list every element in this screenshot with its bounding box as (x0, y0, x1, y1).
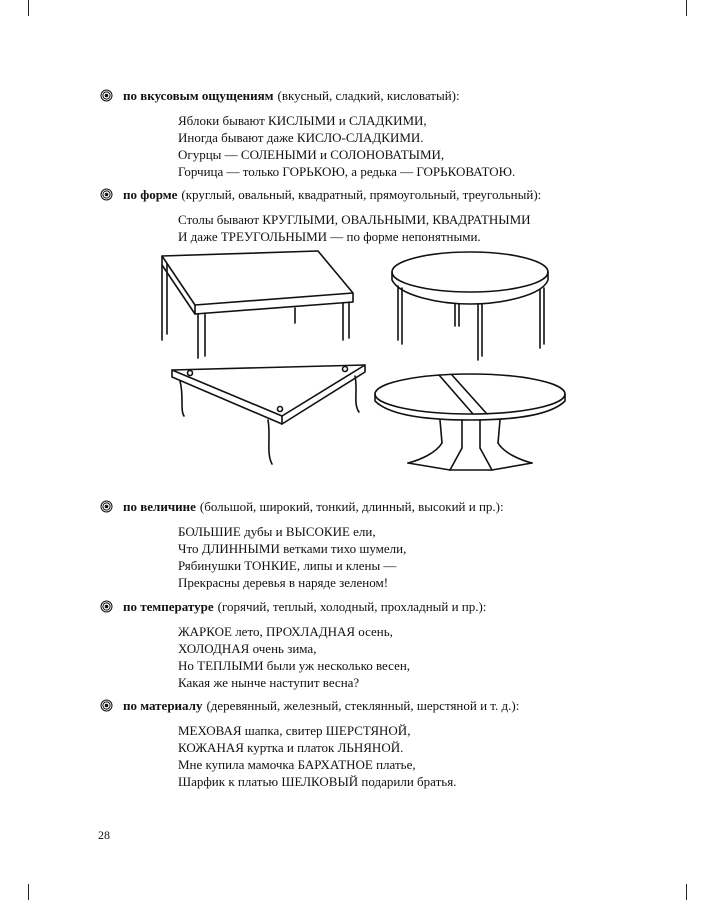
verse-line: ХОЛОДНАЯ очень зима, (178, 641, 317, 656)
verse-line: БОЛЬШИЕ дубы и ВЫСОКИЕ ели, (178, 524, 376, 539)
section-shape (100, 186, 680, 245)
section-examples: (большой, широкий, тонкий, длинный, высокий и пр.): (199, 499, 504, 514)
section-heading (100, 186, 680, 203)
verse (178, 623, 680, 691)
verse-line: Горчица — только ГОРЬКОЮ, а редька — ГОРЬКОВАТОЮ. (178, 164, 516, 179)
section-examples: (круглый, овальный, квадратный, прямоугольный, треугольный): (181, 187, 542, 202)
round-table-drawing (392, 252, 548, 360)
verse-line: Прекрасны деревья в наряде зеленом! (178, 575, 389, 590)
verse-line: Но ТЕПЛЫМИ были уж несколько весен, (178, 658, 411, 673)
verse (178, 523, 680, 591)
section-title: по температуре (123, 599, 214, 614)
verse-line: Что ДЛИННЫМИ ветками тихо шумели, (178, 541, 407, 556)
page-number: 28 (98, 828, 110, 842)
verse-line: Яблоки бывают КИСЛЫМИ и СЛАДКИМИ, (178, 113, 427, 128)
oval-table-drawing (375, 374, 565, 470)
verse-line: Огурцы — СОЛЕНЫМИ и СОЛОНОВАТЫМИ, (178, 147, 445, 162)
section-title: по величине (123, 499, 196, 514)
verse-line: Какая же нынче наступит весна? (178, 675, 360, 690)
verse-line: Шарфик к платью ШЕЛКОВЫЙ подарили братья. (178, 774, 457, 789)
verse-line: ЖАРКОЕ лето, ПРОХЛАДНАЯ осень, (178, 624, 393, 639)
verse-line: МЕХОВАЯ шапка, свитер ШЕРСТЯНОЙ, (178, 723, 411, 738)
section-title: по вкусовым ощущениям (123, 88, 274, 103)
section-taste (100, 87, 680, 180)
section-size (100, 498, 680, 591)
verse-line: И даже ТРЕУГОЛЬНЫМИ — по форме непонятными. (178, 229, 481, 244)
crop-mark (28, 884, 29, 900)
bullet-icon (100, 600, 113, 613)
verse-line: Иногда бывают даже КИСЛО-СЛАДКИМИ. (178, 130, 424, 145)
verse (178, 211, 680, 245)
bullet-icon (100, 89, 113, 102)
rectangular-table-drawing (162, 251, 353, 358)
verse (178, 722, 680, 790)
verse-line: Столы бывают КРУГЛЫМИ, ОВАЛЬНЫМИ, КВАДРАТНЫМИ (178, 212, 531, 227)
crop-mark (686, 884, 687, 900)
verse-line: Рябинушки ТОНКИЕ, липы и клены — (178, 558, 397, 573)
section-examples: (вкусный, сладкий, кисловатый): (277, 88, 460, 103)
verse-line: Мне купила мамочка БАРХАТНОЕ платье, (178, 757, 416, 772)
section-title: по материалу (123, 698, 203, 713)
verse (178, 112, 680, 180)
bullet-icon (100, 699, 113, 712)
section-heading (100, 498, 680, 515)
bullet-icon (100, 188, 113, 201)
section-heading (100, 598, 680, 615)
section-examples: (горячий, теплый, холодный, прохладный и пр.): (217, 599, 487, 614)
section-examples: (деревянный, железный, стеклянный, шерстяной и т. д.): (206, 698, 520, 713)
section-heading (100, 87, 680, 104)
crop-mark (686, 0, 687, 16)
section-material (100, 697, 680, 790)
crop-mark (28, 0, 29, 16)
triangular-table-drawing (172, 365, 365, 464)
section-temperature (100, 598, 680, 691)
verse-line: КОЖАНАЯ куртка и платок ЛЬНЯНОЙ. (178, 740, 404, 755)
tables-illustration (150, 248, 570, 488)
bullet-icon (100, 500, 113, 513)
section-heading (100, 697, 680, 714)
section-title: по форме (123, 187, 178, 202)
